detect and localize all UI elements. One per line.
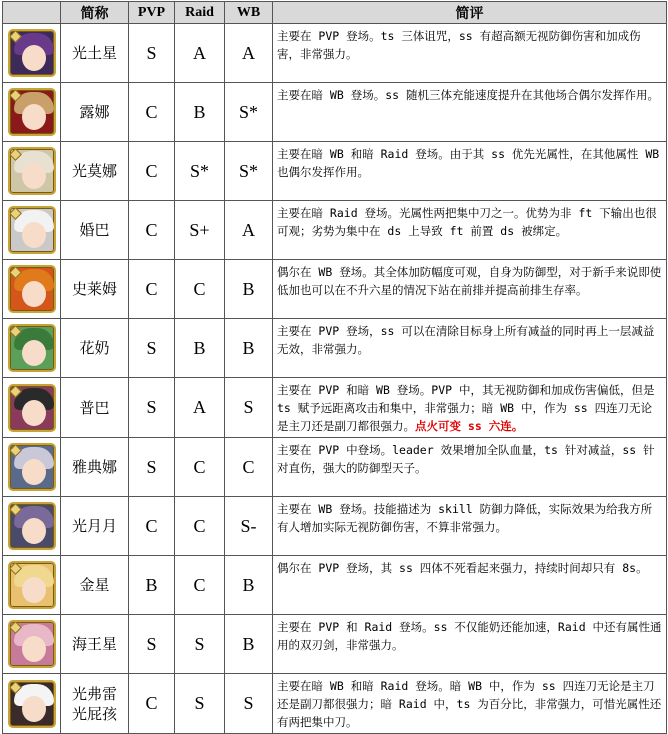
character-name: 光月月 bbox=[61, 497, 129, 556]
face-shape bbox=[22, 518, 46, 544]
portrait-cell bbox=[3, 615, 61, 674]
description bbox=[273, 615, 667, 674]
raid-grade: A bbox=[175, 378, 225, 438]
raid-grade: B bbox=[175, 83, 225, 142]
wb-grade: B bbox=[225, 556, 273, 615]
table-row bbox=[3, 497, 667, 556]
portrait-cell bbox=[3, 142, 61, 201]
character-name: 光土星 bbox=[61, 24, 129, 83]
table-row bbox=[3, 556, 667, 615]
portrait-cell bbox=[3, 24, 61, 83]
character-portrait-icon bbox=[8, 620, 56, 668]
portrait-cell bbox=[3, 556, 61, 615]
description-text: 主要在 PVP 登场，ss 可以在清除目标身上所有减益的同时再上一层减益无效，非常强力。 bbox=[277, 324, 655, 356]
raid-grade: S+ bbox=[175, 201, 225, 260]
description-text: 主要在 PVP 和暗 WB 登场。PVP 中，其无视防御和加成伤害偏低，但是 ts 赋予远距离攻击和集中，非常强力；暗 WB 中，作为 ss 四连刀无论是主刀还是副刀都很强力。 bbox=[277, 383, 655, 433]
character-name-line: 光屁孩 bbox=[71, 704, 117, 723]
raid-grade: S bbox=[175, 674, 225, 734]
character-portrait-icon bbox=[8, 502, 56, 550]
portrait-cell bbox=[3, 260, 61, 319]
pvp-grade: S bbox=[129, 319, 175, 378]
character-portrait-icon bbox=[8, 680, 56, 728]
character-name: 露娜 bbox=[61, 83, 129, 142]
description-text: 偶尔在 WB 登场。其全体加防幅度可观，自身为防御型，对于新手来说即使低加也可以在不升六星的情况下站在前排并提高前排生存率。 bbox=[277, 265, 662, 297]
raid-grade: S* bbox=[175, 142, 225, 201]
description bbox=[273, 438, 667, 497]
header-icon bbox=[3, 2, 61, 24]
tier-table bbox=[2, 1, 667, 734]
table-row bbox=[3, 674, 667, 734]
description-highlight: 点火可变 ss 六连。 bbox=[415, 419, 524, 433]
wb-grade: C bbox=[225, 438, 273, 497]
raid-grade: C bbox=[175, 260, 225, 319]
raid-grade: C bbox=[175, 438, 225, 497]
description-text: 主要在暗 WB 登场。ss 随机三体充能速度提升在其他场合偶尔发挥作用。 bbox=[277, 88, 659, 102]
description bbox=[273, 319, 667, 378]
raid-grade: C bbox=[175, 497, 225, 556]
face-shape bbox=[22, 104, 46, 130]
raid-grade: A bbox=[175, 24, 225, 83]
description-text: 主要在 PVP 登场。ts 三体诅咒，ss 有超高额无视防御伤害和加成伤害，非常强力。 bbox=[277, 29, 641, 61]
description-text: 主要在暗 Raid 登场。光属性两把集中刀之一。优势为非 ft 下输出也很可观；劣势为集中在 ds 上导致 ft 前置 ds 被绑定。 bbox=[277, 206, 657, 238]
character-name: 史莱姆 bbox=[61, 260, 129, 319]
portrait-cell bbox=[3, 497, 61, 556]
face-shape bbox=[22, 340, 46, 366]
wb-grade: S bbox=[225, 674, 273, 734]
wb-grade: B bbox=[225, 615, 273, 674]
header-row bbox=[3, 2, 667, 24]
table-row bbox=[3, 615, 667, 674]
description bbox=[273, 83, 667, 142]
face-shape bbox=[22, 45, 46, 71]
description bbox=[273, 201, 667, 260]
character-portrait-icon bbox=[8, 443, 56, 491]
character-name: 雅典娜 bbox=[61, 438, 129, 497]
pvp-grade: S bbox=[129, 615, 175, 674]
table-row bbox=[3, 378, 667, 438]
description bbox=[273, 24, 667, 83]
wb-grade: A bbox=[225, 24, 273, 83]
wb-grade: B bbox=[225, 319, 273, 378]
face-shape bbox=[22, 400, 46, 426]
pvp-grade: S bbox=[129, 24, 175, 83]
portrait-cell bbox=[3, 674, 61, 734]
table-row bbox=[3, 319, 667, 378]
character-portrait-icon bbox=[8, 561, 56, 609]
description-text: 主要在 WB 登场。技能描述为 skill 防御力降低，实际效果为给我方所有人增加实际无视防御伤害，不算非常强力。 bbox=[277, 502, 653, 534]
raid-grade: S bbox=[175, 615, 225, 674]
character-portrait-icon bbox=[8, 265, 56, 313]
table-row bbox=[3, 201, 667, 260]
character-name: 光莫娜 bbox=[61, 142, 129, 201]
header-name: 简称 bbox=[61, 2, 129, 24]
face-shape bbox=[22, 636, 46, 662]
description bbox=[273, 260, 667, 319]
description-text: 偶尔在 PVP 登场，其 ss 四体不死看起来强力，持续时间却只有 8s。 bbox=[277, 561, 648, 575]
description-text: 主要在暗 WB 和暗 Raid 登场。由于其 ss 优先光属性，在其他属性 WB 也偶尔发挥作用。 bbox=[277, 147, 660, 179]
character-portrait-icon bbox=[8, 206, 56, 254]
description-text: 主要在 PVP 和 Raid 登场。ss 不仅能奶还能加速，Raid 中还有属性通用的双刃剑，非常强力。 bbox=[277, 620, 662, 652]
character-name: 海王星 bbox=[61, 615, 129, 674]
raid-grade: B bbox=[175, 319, 225, 378]
character-portrait-icon bbox=[8, 147, 56, 195]
pvp-grade: C bbox=[129, 260, 175, 319]
character-portrait-icon bbox=[8, 29, 56, 77]
description bbox=[273, 378, 667, 438]
table-row bbox=[3, 260, 667, 319]
portrait-cell bbox=[3, 438, 61, 497]
table-row bbox=[3, 438, 667, 497]
portrait-cell bbox=[3, 201, 61, 260]
header-wb: WB bbox=[225, 2, 273, 24]
header-desc: 简评 bbox=[273, 2, 667, 24]
header-pvp: PVP bbox=[129, 2, 175, 24]
face-shape bbox=[22, 577, 46, 603]
description bbox=[273, 674, 667, 734]
wb-grade: S* bbox=[225, 142, 273, 201]
face-shape bbox=[22, 459, 46, 485]
portrait-cell bbox=[3, 319, 61, 378]
wb-grade: S bbox=[225, 378, 273, 438]
pvp-grade: C bbox=[129, 674, 175, 734]
wb-grade: S- bbox=[225, 497, 273, 556]
pvp-grade: C bbox=[129, 83, 175, 142]
face-shape bbox=[22, 163, 46, 189]
portrait-cell bbox=[3, 83, 61, 142]
raid-grade: C bbox=[175, 556, 225, 615]
pvp-grade: C bbox=[129, 497, 175, 556]
face-shape bbox=[22, 696, 46, 722]
wb-grade: B bbox=[225, 260, 273, 319]
character-name: 花奶 bbox=[61, 319, 129, 378]
table-row bbox=[3, 83, 667, 142]
character-name: 婚巴 bbox=[61, 201, 129, 260]
face-shape bbox=[22, 222, 46, 248]
character-name bbox=[61, 674, 129, 734]
face-shape bbox=[22, 281, 46, 307]
portrait-cell bbox=[3, 378, 61, 438]
character-name: 金星 bbox=[61, 556, 129, 615]
description-text: 主要在暗 WB 和暗 Raid 登场。暗 WB 中，作为 ss 四连刀无论是主刀还是副刀都很强力；暗 Raid 中，ts 为百分比，非常强力，可惜光属性还有两把集中刀。 bbox=[277, 679, 662, 729]
header-raid: Raid bbox=[175, 2, 225, 24]
character-portrait-icon bbox=[8, 88, 56, 136]
pvp-grade: S bbox=[129, 438, 175, 497]
pvp-grade: S bbox=[129, 378, 175, 438]
description bbox=[273, 142, 667, 201]
description bbox=[273, 497, 667, 556]
character-name-line: 光弗雷 bbox=[71, 684, 117, 703]
wb-grade: A bbox=[225, 201, 273, 260]
table-row bbox=[3, 24, 667, 83]
description bbox=[273, 556, 667, 615]
character-portrait-icon bbox=[8, 384, 56, 432]
pvp-grade: C bbox=[129, 201, 175, 260]
description-text: 主要在 PVP 中登场。leader 效果增加全队血量，ts 针对减益，ss 针对直伤，强大的防御型天子。 bbox=[277, 443, 655, 475]
table-row bbox=[3, 142, 667, 201]
pvp-grade: B bbox=[129, 556, 175, 615]
wb-grade: S* bbox=[225, 83, 273, 142]
character-portrait-icon bbox=[8, 324, 56, 372]
pvp-grade: C bbox=[129, 142, 175, 201]
character-name: 普巴 bbox=[61, 378, 129, 438]
